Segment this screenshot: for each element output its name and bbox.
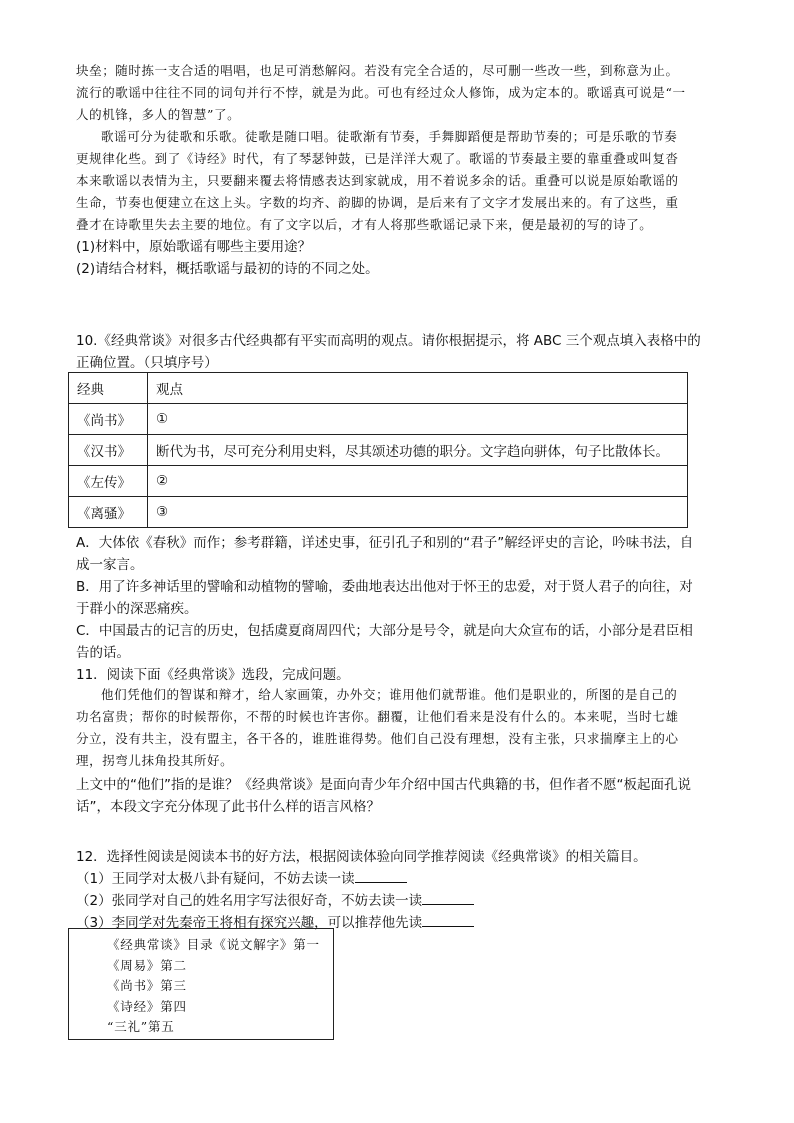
option-a-line: 成一家言。 [76, 557, 144, 573]
q12-sub3-text: （3）李同学对先秦帝王将相有探究兴趣，可以推荐他先读 [76, 915, 423, 931]
directory-item: 《周易》第二 [107, 957, 187, 973]
excerpt-line: 他们凭他们的智谋和辩才，给人家画策，办外交；谁用他们就帮谁。他们是职业的，所图的是自己的 [101, 687, 678, 702]
table-row [69, 497, 688, 528]
passage-line: 生命，节奏也便建立在这上头。字数的均齐、韵脚的协调，是后来有了文字才发展出来的。有了这些，重 [76, 195, 679, 210]
passage-line: 更规律化些。到了《诗经》时代，有了琴瑟钟鼓，已是洋洋大观了。歌谣的节奏最主要的靠重叠或叫复沓 [76, 151, 679, 166]
question-11-stem [76, 664, 716, 686]
question-9 [76, 236, 716, 280]
q12-sub2-text: （2）张同学对自己的姓名用字写法很好奇，不妨去读一读 [76, 893, 423, 909]
table-header-row [69, 373, 688, 404]
excerpt-line: 分立，没有共主，没有盟主，各干各的，谁胜谁得势。他们自己没有理想，没有主张，只求揣摩主上的心 [76, 731, 679, 746]
q11-stem: 11．阅读下面《经典常谈》选段，完成问题。 [76, 667, 350, 683]
answer-blank[interactable] [422, 890, 474, 905]
directory-item: “三礼”第五 [107, 1019, 175, 1034]
q11-question [76, 774, 726, 818]
passage-line: 块垒；随时拣一支合适的唱唱，也足可消愁解闷。若没有完全合适的，尽可删一些改一些，到称意为止。 [76, 63, 679, 78]
q10-options [76, 532, 726, 664]
passage-top [76, 60, 716, 126]
q12-sub1-text: （1）王同学对太极八卦有疑问，不妨去读一读 [76, 871, 355, 887]
table-row [69, 466, 688, 497]
passage-line: 本来歌谣以表情为主，只要翻来覆去将情感表达到家就成，用不着说多余的话。重叠可以说是原始歌谣的 [76, 173, 679, 188]
directory-item: 《尚书》第三 [107, 978, 187, 993]
directory-item: 《经典常谈》目录《说文解字》第一 [107, 937, 320, 952]
option-a-line: A．大体依《春秋》而作；参考群籍，详述史事，征引孔子和别的“君子”解经评史的言论，吟味书法，自 [76, 535, 694, 551]
q11-excerpt [76, 684, 716, 772]
q10-stem-line: 正确位置。（只填序号） [76, 355, 218, 371]
option-c-line: 告的话。 [76, 645, 130, 661]
answer-blank[interactable] [422, 912, 474, 927]
answer-blank[interactable] [355, 868, 407, 883]
q9-sub2: (2)请结合材料，概括歌谣与最初的诗的不同之处。 [76, 261, 379, 277]
table-header-cell: 观点 [148, 373, 688, 404]
directory-item: 《诗经》第四 [107, 998, 187, 1014]
table-cell-classic: 《离骚》 [69, 497, 148, 528]
table-cell-viewpoint: ② [148, 466, 688, 497]
option-c-line: C．中国最古的记言的历史，包括虞夏商周四代；大部分是号令，就是向大众宣布的话，小部分是君臣相 [76, 623, 693, 639]
option-b-line: 于群小的深恶痛疾。 [76, 601, 198, 617]
question-12 [76, 846, 716, 934]
excerpt-line: 理，拐弯儿抹角投其所好。 [76, 753, 234, 768]
table-cell-classic: 《尚书》 [69, 404, 148, 435]
table-row [69, 404, 688, 435]
directory-box [68, 928, 334, 1040]
passage-line: 歌谣可分为徒歌和乐歌。徒歌是随口唱。徒歌渐有节奏，手舞脚蹈便是帮助节奏的；可是乐歌的节奏 [101, 129, 678, 144]
excerpt-line: 功名富贵；帮你的时候帮你，不帮的时候也许害你。翻覆，让他们看来是没有什么的。本来呢，当时七雄 [76, 709, 679, 724]
table-cell-classic: 《左传》 [69, 466, 148, 497]
table-cell-viewpoint: 断代为书，尽可充分利用史料，尽其颂述功德的职分。文字趋向骈体，句子比散体长。 [148, 435, 688, 466]
passage-paragraph-2 [76, 126, 716, 236]
table-cell-viewpoint: ③ [148, 497, 688, 528]
q10-stem-line: 10.《经典常谈》对很多古代经典都有平实而高明的观点。请你根据提示，将 ABC 三个观点填入表格中的 [76, 333, 701, 349]
q12-sub [76, 868, 716, 890]
q10-table [68, 372, 688, 528]
q12-stem: 12．选择性阅读是阅读本书的好方法，根据阅读体验向同学推荐阅读《经典常谈》的相关篇目。 [76, 849, 647, 865]
q11-question-line: 话”，本段文字充分体现了此书什么样的语言风格？ [76, 799, 380, 815]
q9-sub1: (1)材料中，原始歌谣有哪些主要用途？ [76, 239, 312, 255]
table-cell-viewpoint: ① [148, 404, 688, 435]
table-header-cell: 经典 [69, 373, 148, 404]
question-10-stem [76, 330, 716, 374]
q12-sub [76, 890, 716, 912]
passage-line: 叠才在诗歌里失去主要的地位。有了文字以后，才有人将那些歌谣记录下来，便是最初的写的诗了。 [76, 217, 653, 232]
table-cell-classic: 《汉书》 [69, 435, 148, 466]
passage-line: 人的机锋，多人的智慧”了。 [76, 107, 241, 122]
option-b-line: B．用了许多神话里的譬喻和动植物的譬喻，委曲地表达出他对于怀王的忠爱，对于贤人君子的向往，对 [76, 579, 693, 595]
table-row [69, 435, 688, 466]
q11-question-line: 上文中的“他们”指的是谁？《经典常谈》是面向青少年介绍中国古代典籍的书，但作者不愿“板起面孔说 [76, 777, 691, 793]
passage-line: 流行的歌谣中往往不同的词句并行不悖，就是为此。可也有经过众人修饰，成为定本的。歌谣真可说是“一 [76, 85, 686, 100]
